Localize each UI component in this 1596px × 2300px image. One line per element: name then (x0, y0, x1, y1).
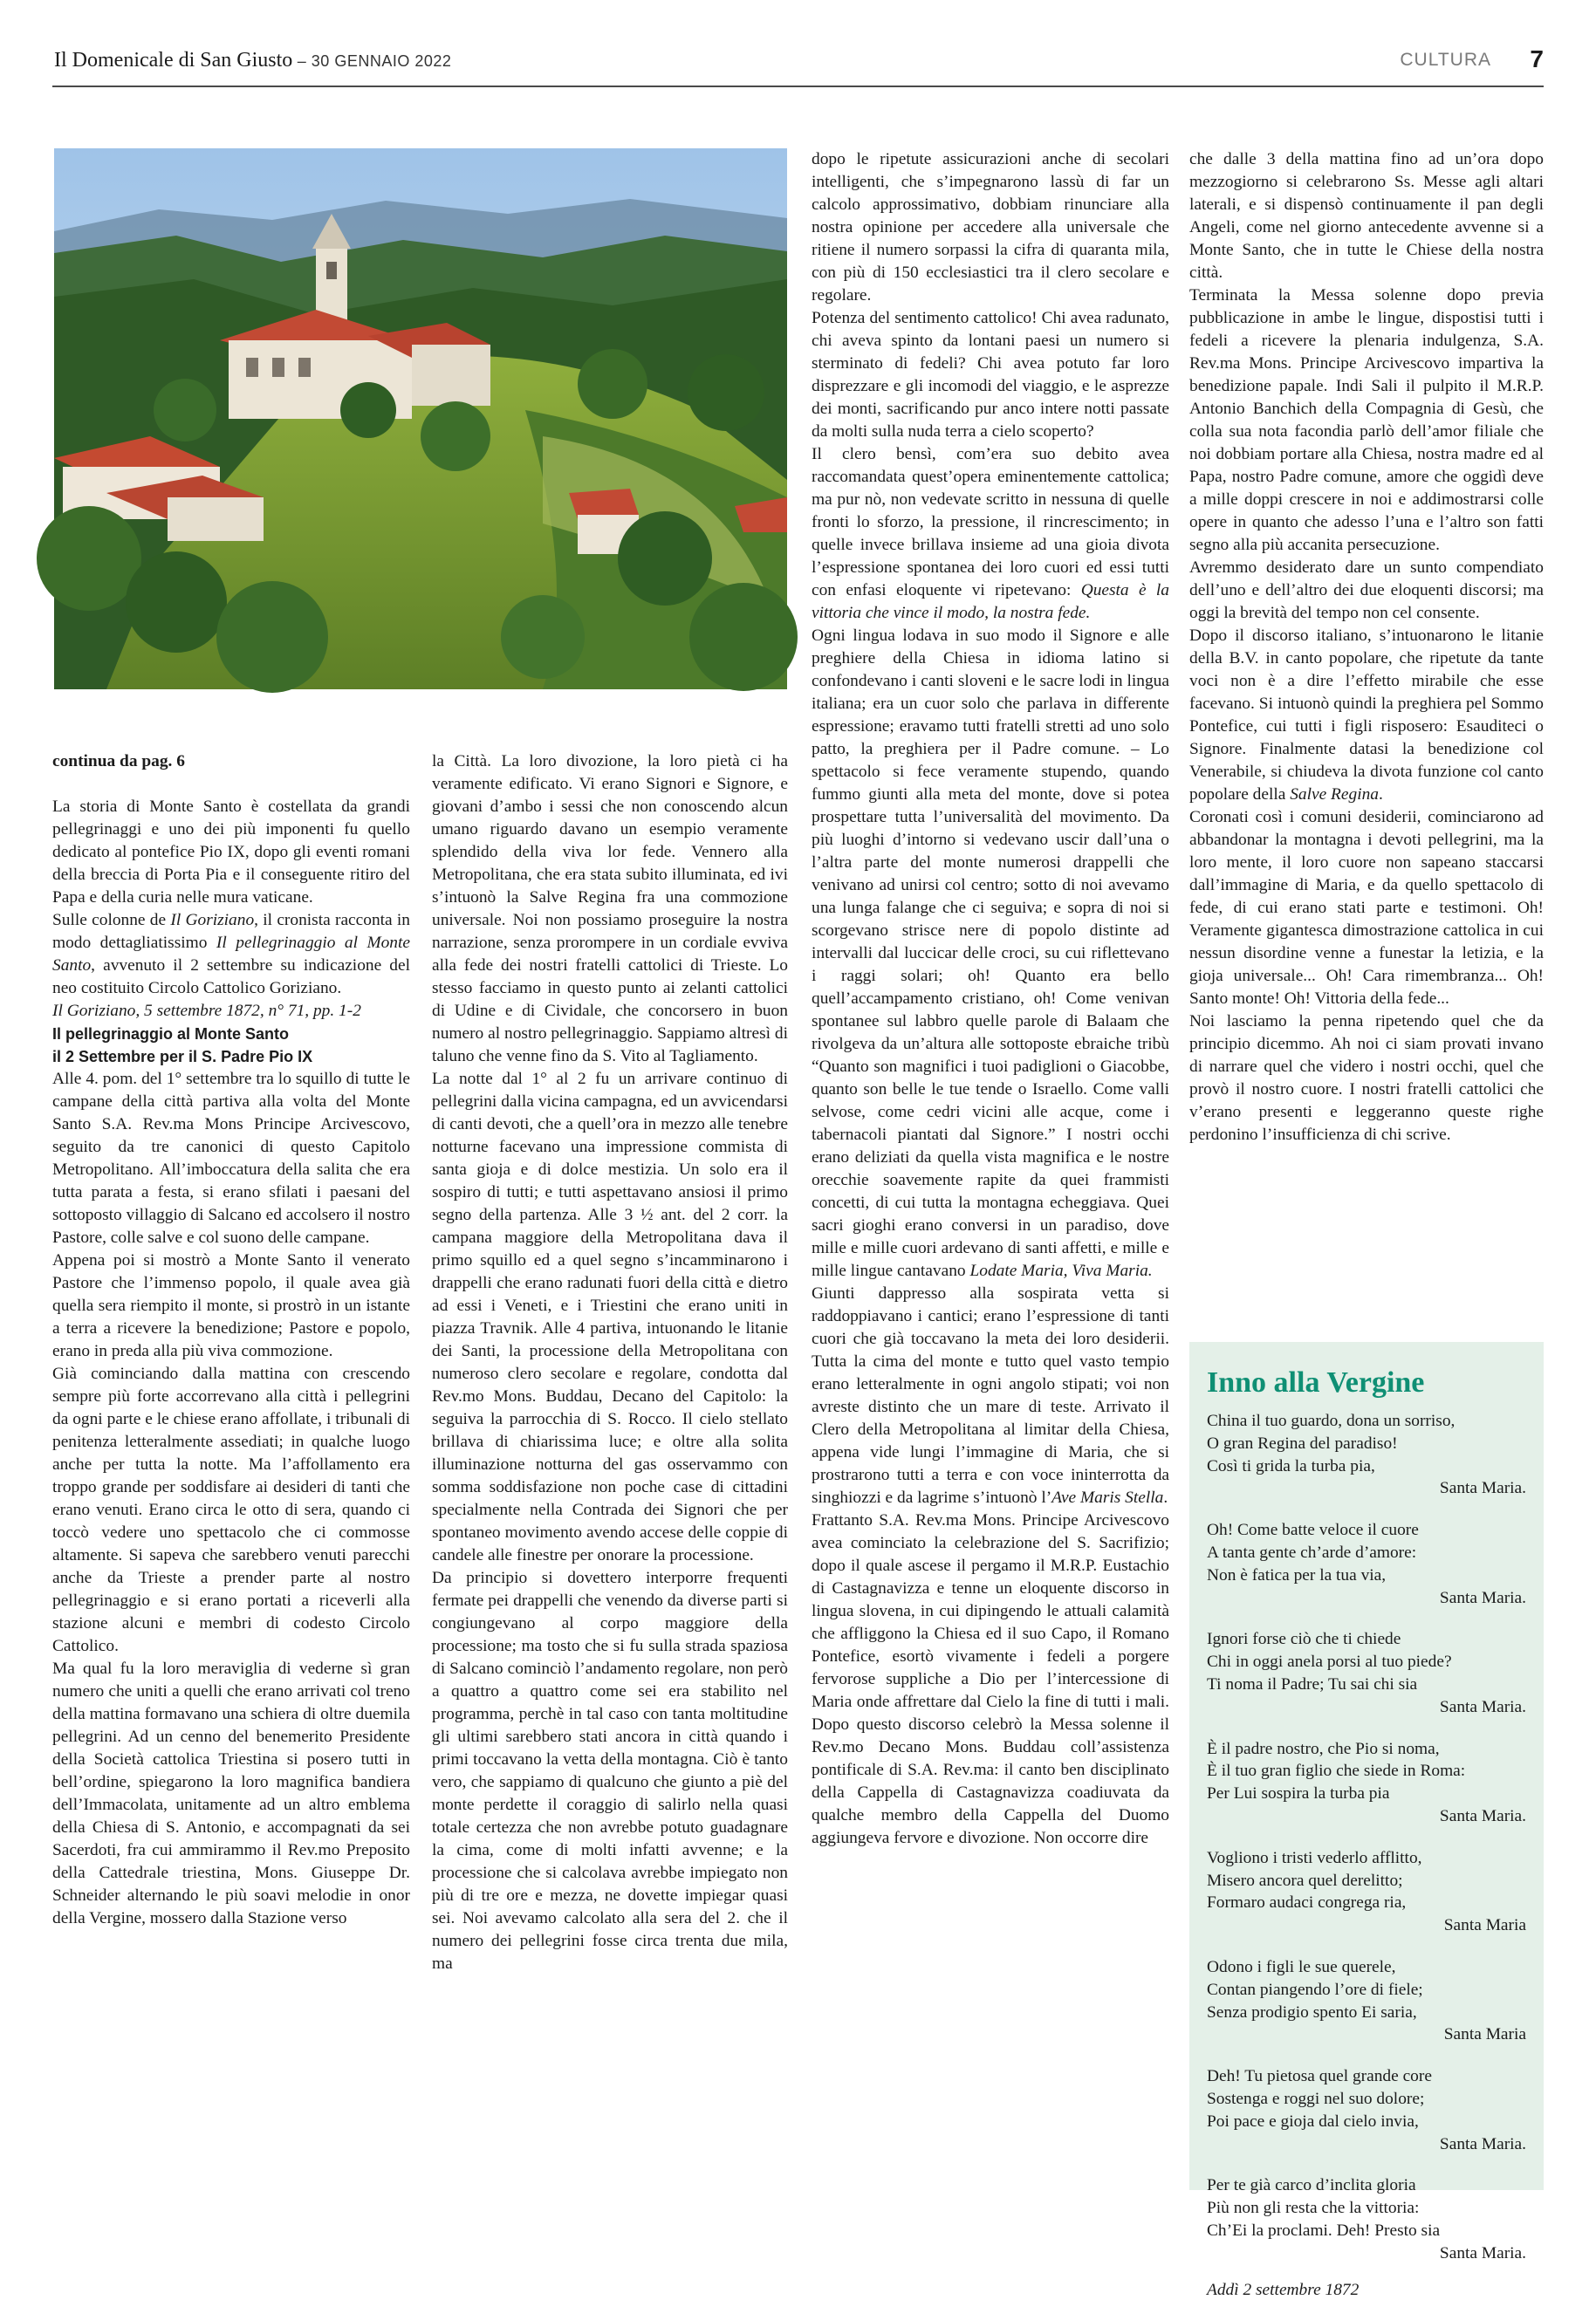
hymn-stanza (1207, 1628, 1528, 1718)
article-subtitle: il 2 Settembre per il S. Padre Pio IX (52, 1048, 313, 1065)
publication-name: Il Domenicale di San Giusto (54, 49, 293, 72)
body-paragraph: Già cominciando dalla mattina con crescendo sempre più forte accorrevano alla città i pellegrini da ogni parte e le chiese erano affollate, i tribunali di penitenza letteralmente assediati; in qualche luogo anche per tutta la notte. Ma l’affollamento era troppo grande per soddisfare ai desideri di tanti che erano venuti. Erano circa le otto di sera, quando ci toccò vedere uno spettacolo che ci commosse altamente. Si sapeva che sarebbero venuti parecchi anche da Trieste a prender parte al nostro pellegrinaggio e si erano portati a riceverli alla stazione alcuni e membri di codesto Circolo Cattolico. (52, 1365, 410, 1655)
text-run: Dopo il discorso italiano, s’intuonarono le litanie della B.V. in canto popolare, che ripetute da tante voci non è a dire l’effetto mirabile che esse facevano. Si intuonò quindi la preghiera pel Sommo Pontefice, cui tutti i figli risposero: Esauditeci o Signore. Finalmente datasi la benedizione col Venerabile, si chiudeva la divota funzione col canto popolare della (1189, 626, 1544, 804)
hymn-refrain: Santa Maria (1443, 1916, 1526, 1935)
intro-paragraph: La storia di Monte Santo è costellata da grandi pellegrinaggi e uno dei più imponenti fu quello dedicato al pontefice Pio IX, dopo gli eventi romani della breccia di Porta Pia e il conseguente ritiro del Papa e della curia nelle mura vaticane. (52, 797, 410, 907)
masthead (54, 49, 451, 72)
article-title-ref: Il pellegrinaggio al Monte Santo (52, 934, 410, 975)
source-citation: Il Goriziano, 5 settembre 1872, n° 71, pp. 1-2 (52, 1002, 361, 1020)
text-run: Giunti dappresso alla sospirata vetta si raddoppiavano i cantici; erano l’espressione di tanti cuori che già toccavano la meta dei loro desiderii. Tutta la cima del monte e tutto quel vasto tempio erano letteralmente in ogni angolo stipati; voi non avreste distinto che un mare di teste. Arrivato il Clero della Metropolitana al limitar della Chiesa, appena vide lungi l’immagine di Maria, che si prostrarono tutti a terra e con voce ininterrotta da singhiozzi e da lagrime s’intuonò l’ (812, 1284, 1169, 1507)
hymn-title: Inno alla Vergine (1207, 1366, 1425, 1399)
hymn-stanza (1207, 1956, 1528, 2046)
page-number: 7 (1530, 45, 1544, 72)
hymn-line: Così ti grida la turba pia, (1207, 1456, 1375, 1475)
hymn-stanza (1207, 1847, 1528, 1937)
hymn-stanza (1207, 1410, 1528, 1500)
body-paragraph: Avremmo desiderato dare un sunto compendiato dell’uno e dell’altro dei due eloquenti discorsi; ma oggi la brevità del tempo non cel consente. (1189, 558, 1544, 622)
intro-paragraph (52, 909, 410, 1000)
hymn-line: Poi pace e gioja dal cielo invia, (1207, 2112, 1419, 2131)
hymn-name-italic: Ave Maris Stella (1051, 1489, 1164, 1507)
hymn-stanza (1207, 1519, 1528, 1609)
column-4 (1189, 148, 1544, 1147)
hymn-line: È il padre nostro, che Pio si noma, (1207, 1739, 1440, 1758)
hymn-line: Odono i figli le sue querele, (1207, 1957, 1396, 1976)
quote-italic: Lodate Maria, Viva Maria. (969, 1262, 1153, 1280)
hymn-line: Senza prodigio spento Ei saria, (1207, 2002, 1417, 2022)
text-run: . (1378, 785, 1383, 804)
text-run: Sulle colonne de (52, 911, 171, 929)
hymn-line: China il tuo guardo, dona un sorriso, (1207, 1412, 1456, 1430)
body-paragraph: Coronati così i comuni desiderii, cominciarono ad abbandonar la montagna i devoti pellegrini, ma la loro mente, il loro cuore non sapeano staccarsi dall’immagine di Maria, e da quello spettacolo di fede, di cui erano stati parte e testimoni. Oh! Veramente gigantesca dimostrazione cattolica in cui nessun disordine venne a funestar la letizia, e la gioja universale... Oh! Cara rimembranza... Oh! Santo monte! Oh! Vittoria della fede... (1189, 808, 1544, 1008)
column-3 (812, 148, 1169, 1850)
newspaper-name: Il Goriziano (170, 911, 255, 929)
text-run: Ogni lingua lodava in suo modo il Signore e alle preghiere della Chiesa in idioma latino si confondevano i canti sloveni e le sacre lodi in lingua italiana; era un cuor solo che parlava in differente espressione; eravamo tutti fratelli stretti ad uno solo patto, la preghiera per il Padre comune. – Lo spettacolo si fece veramente stupendo, quando fummo giunti alla meta del monte, dove si potea prospettare tutta l’universalità del movimento. Da più luoghi d’intorno si vedevano uscir dall’una o l’altra parte del monte numerosi drappelli che venivano ad unirsi col centro; sotto di noi avevamo una lunga falange che ci seguiva; e sopra di noi si scorgevano strisce nere di popolo distinte ad intervalli dal luccicar delle croci, su cui riflettevano i raggi solari; oh! Quanto era bello quell’accampamento cristiano, oh! Come venivan spontanee sul labbro quelle parole di Balaam che rivolgeva da un’altura alle sottoposte ebraiche tribù “Quanto son magnifici i tuoi padiglioni o Giacobbe, quanto son belle le tue tende o Israello. Come valli selvose, come cedri vicini alle acque, come i tabernacoli piantati dal Signore.” I nostri occhi erano deliziati da quella vista magnifica e le nostre orecchie soavemente rapite da quei frammisti concetti, di cui tutta la montagna echeggiava. Quei sacri gioghi erano conversi in un paradiso, dove mille e mille cuori ardevano di santi affetti, e mille e mille lingue cantavano (812, 626, 1169, 1280)
hymn-refrain: Santa Maria. (1439, 1697, 1526, 1716)
body-paragraph: dopo le ripetute assicurazioni anche di secolari intelligenti, che s’impegnarono lassù di far un calcolo approssimativo, dobbiam rinunciare alla nostra opinione per accedere alla universale che ritiene il numero sorpassi la cifra di quaranta mila, con più di 150 ecclesiastici tra il clero secolare e regolare. (812, 150, 1169, 305)
body-paragraph: Da principio si dovettero interporre frequenti fermate pei drappelli che venendo da diverse parti si congiungevano al corpo maggiore della processione; ma tosto che si fu sulla strada spaziosa di Salcano cominciò l’andamento regolare, non però a quattro a quattro come sei era stabilito nel programma, perchè in tal caso con tanta moltitudine gli ultimi sarebbero stati ancora in città quando i primi toccavano la vetta della montagna. Ciò è tanto vero, che sappiamo di qualcuno che giunto a piè del monte perdette il coraggio di salirlo nella quasi totale certezza che non avrebbe potuto guadagnare la cima, come di molti infatti avvenne; e la processione che si calcolava avrebbe impiegato non più di tre ore e mezza, ne dovette impiegar quasi sei. Noi avevamo calcolato alla sera del 2. che il numero dei pellegrini fosse circa trenta due mila, ma (432, 1569, 788, 1973)
hymn-stanza (1207, 2174, 1528, 2264)
body-paragraph: Ma qual fu la loro meraviglia di vederne sì gran numero che uniti a quelli che erano arrivati col treno della mattina formavano una schiera di oltre duemila pellegrini. Ad un cenno del benemerito Presidente della Società cattolica Triestina si posero tutti in bell’ordine, spiegarono la loro magnifica bandiera dell’Immacolata, unitamente ad un altro emblema della Chiesa di S. Antonio, e accompagnati da sei Sacerdoti, fra cui ammirammo il Rev.mo Preposito della Cattedrale triestina, Mons. Giuseppe Dr. Schneider alternando le più soavi melodie in onor della Vergine, mossero dalla Stazione verso (52, 1660, 410, 1927)
hymn-date: Addì 2 settembre 1872 (1207, 2280, 1360, 2299)
hymn-line: Vogliono i tristi vederlo afflitto, (1207, 1848, 1422, 1867)
text-run: Il clero bensì, com’era suo debito avea raccomandata quest’opera eminentemente cattolica; ma pur nò, non vedevate scritto in nessuna di quelle fronti lo sforzo, la pressione, il rincrescimento; in quelle invece brillava insieme ad una gioia divota l’espressione spontanea dei loro cuori ed essi tutti con enfasi eloquente vi ripetevano: (812, 445, 1169, 599)
sanctuary-photo (54, 148, 787, 689)
hymn-line: È il tuo gran figlio che siede in Roma: (1207, 1762, 1466, 1781)
hymn-stanza (1207, 1738, 1528, 1828)
hymn-line: Deh! Tu pietosa quel grande core (1207, 2067, 1432, 2086)
body-paragraph (1189, 625, 1544, 806)
page-header (52, 44, 1544, 87)
text-run: . (1163, 1489, 1168, 1507)
body-paragraph: Frattanto S.A. Rev.ma Mons. Principe Arcivescovo avea cominciato la celebrazione del S. Sacrifizio; dopo il quale ascese il pergamo il M.R.P. Eustachio di Castagnavizza e tenne un eloquente discorso in lingua slovena, in cui dipingendo le attuali calamità che affliggono la Chiesa ed il suo Capo, il Romano Pontefice, esortò vivamente i fedeli a porgere fervorose suppliche a Dio per l’intercessione di Maria onde affrettare dal Cielo la fine di tutti i mali. Dopo questo discorso celebrò la Messa solenne il Rev.mo Decano Mons. Buddau coll’assistenza pontificale di S.A. Rev.ma: il canto ben disciplinato della Cappella di Castagnavizza coadiuvata da qualche membro della Cappella del Duomo aggiungeva fervore e divozione. Non occorre dire (812, 1511, 1169, 1847)
body-paragraph (812, 1283, 1169, 1509)
hymn-line: Ch’Ei la proclami. Deh! Presto sia (1207, 2221, 1441, 2240)
text-run: , il cronista racconta in modo dettagliatissimo (52, 911, 411, 952)
hymn-box (1189, 1342, 1544, 2299)
body-paragraph: La notte dal 1° al 2 fu un arrivare continuo di pellegrini dalla vicina campagna, ed un avvicendarsi di canti devoti, che a quell’ora in mezzo alle tenebre notturne facevano una impressione commista di santa gioja e di dolce mestizia. Un solo era il sospiro di tutti; e tutti aspettavano ansiosi il primo segno della partenza. Alle 3 ½ ant. del 2 corr. la campana maggiore della Metropolitana dava il primo squillo ed a quel segno s’incamminarono i drappelli che erano radunati fuori della città e dietro ad essi i Veneti, e i Triestini che erano uniti in piazza Travnik. Alle 4 partiva, intuonando le litanie dei Santi, la processione della Metropolitana con numeroso clero secolare e regolare, condotta dal Rev.mo Mons. Buddau, Decano del Capitolo: la seguiva la parrocchia di S. Rocco. Il cielo stellato brillava di chiarissima luce; e oltre alla solita illuminazione notturna del gas osservammo con somma soddisfazione non poche case di cittadini specialmente nella Contrada dei Signori che per spontaneo movimento avendo accese delle coppie di candele alle finestre per onorare la processione. (432, 1070, 788, 1564)
hymn-line: Oh! Come batte veloce il cuore (1207, 1521, 1419, 1540)
hymn-line: Ti noma il Padre; Tu sai chi sia (1207, 1674, 1418, 1694)
body-paragraph: Terminata la Messa solenne dopo previa pubblicazione in ambe le lingue, dispostisi tutti i fedeli a ricevere la plenaria indulgenza, S.A. Rev.ma Mons. Principe Arcivescovo impartiva la benedizione papale. Indi Sali il pulpito il M.R.P. Antonio Banchich della Compagnia di Gesù, che colla sua nota facondia parlò dell’amor filiale che noi dobbiam portare alla Chiesa, nostra madre ed al Papa, nostro Padre comune, amore che oggidì deve a mille doppi crescere in noi e addimostrarsi colle opere in quanto che adesso l’una e l’altro son fatti segno alla più accanita persecuzione. (1189, 286, 1544, 554)
hymn-refrain: Santa Maria. (1439, 1479, 1526, 1498)
hymn-refrain: Santa Maria. (1439, 2243, 1526, 2262)
hymn-line: Ignori forse ciò che ti chiede (1207, 1630, 1401, 1649)
hymn-line: A tanta gente ch’arde d’amore: (1207, 1543, 1417, 1562)
hymn-line: Misero ancora quel derelitto; (1207, 1871, 1403, 1890)
hymn-line: Sostenga e roggi nel suo dolore; (1207, 2089, 1425, 2108)
hymn-stanzas (1207, 1410, 1528, 2265)
article-title: Il pellegrinaggio al Monte Santo (52, 1025, 290, 1043)
body-paragraph (812, 625, 1169, 1283)
column-1 (52, 750, 410, 1930)
body-paragraph (812, 443, 1169, 625)
hymn-line: Chi in oggi anela porsi al tuo piede? (1207, 1653, 1452, 1672)
hymn-line: Più non gli resta che la vittoria: (1207, 2199, 1420, 2218)
body-paragraph: che dalle 3 della mattina fino ad un’ora dopo mezzogiorno si celebrarono Ss. Messe agli altari laterali, e si dispensò continuamente il pan degli Angeli, come nel giorno antecedente avvenne si a Monte Santo, che in tutte le Chiese della nostra città. (1189, 150, 1544, 282)
section-label: CULTURA (1400, 50, 1491, 70)
body-paragraph: Appena poi si mostrò a Monte Santo il venerato Pastore che l’immenso popolo, il quale avea già quella sera riempito il monte, si prostrò in un istante a terra a ricevere la benedizione; Pastore e popolo, erano in preda alla più viva commozione. (52, 1251, 410, 1360)
quote-italic: Questa è la vittoria che vince il modo, la nostra fede. (812, 581, 1169, 622)
hymn-refrain: Santa Maria. (1439, 2134, 1526, 2153)
continued-from-label: continua da pag. 6 (52, 752, 185, 770)
hymn-refrain: Santa Maria. (1439, 1588, 1526, 1607)
hymn-line: Per Lui sospira la turba pia (1207, 1784, 1390, 1804)
hymn-stanza (1207, 2065, 1528, 2155)
issue-date: 30 GENNAIO 2022 (311, 52, 452, 70)
body-paragraph: la Città. La loro divozione, la loro pietà ci ha veramente edificato. Vi erano Signori e Signore, e giovani d’ambo i sessi che non conoscendo alcun umano riguardo davano un esempio veramente splendido della viva lor fede. Vennero alla Metropolitana, che era stata subito illuminata, ed ivi s’intuonò la Salve Regina fra una commozione universale. Noi non possiamo proseguire la nostra narrazione, senza prorompere in un cordiale evviva alla fede dei nostri fratelli cattolici di Trieste. Lo stesso facciamo in questo punto ai zelanti cattolici di Udine e di Cividale, che concorsero in buon numero al nostro pellegrinaggio. Sappiamo altresì di taluno che venne fino da S. Vito al Tagliamento. (432, 752, 788, 1065)
hymn-line: Contan piangendo l’ore di fiele; (1207, 1980, 1423, 1999)
column-2 (432, 750, 788, 1975)
hymn-refrain: Santa Maria. (1439, 1806, 1526, 1825)
hymn-line: Formaro audaci congrega ria, (1207, 1893, 1407, 1913)
text-run: , avvenuto il 2 settembre su indicazione del neo costituito Circolo Cattolico Goriziano. (52, 956, 410, 997)
body-paragraph: Noi lasciamo la penna ripetendo quel che da principio dicemmo. Ah noi ci siam provati invano di narrare quel che videro i nostri occhi, quel che provò il nostro cuore. I nostri fratelli cattolici che v’erano presenti e leggeranno queste righe perdonino l’insufficienza di chi scrive. (1189, 1012, 1544, 1144)
body-paragraph: Potenza del sentimento cattolico! Chi avea radunato, chi aveva spinto da lontani paesi un numero si sterminato di fedeli? Chi avea potuto far loro disprezzare e gli incomodi del viaggio, e le asprezze dei monti, sacrificando pur anco intere notti passate da molti sulla nuda terra a cielo scoperto? (812, 309, 1169, 441)
hymn-name-italic: Salve Regina (1290, 785, 1379, 804)
body-paragraph: Alle 4. pom. del 1° settembre tra lo squillo di tutte le campane della città partiva alla volta del Monte Santo S.A. Rev.ma Mons Principe Arcivescovo, seguito da tre canonici di questo Capitolo Metropolitano. All’imboccatura della salita che era tutta parata a festa, si erano sfilati i paesani del sottoposto villaggio di Salcano ed accolsero il nostro Pastore, colle salve e col suono delle campane. (52, 1070, 410, 1247)
date-separator: – (292, 52, 312, 70)
hymn-line: Non è fatica per la tua via, (1207, 1565, 1387, 1585)
hymn-line: O gran Regina del paradiso! (1207, 1434, 1398, 1453)
hymn-refrain: Santa Maria (1443, 2025, 1526, 2044)
hymn-line: Per te già carco d’inclita gloria (1207, 2176, 1416, 2195)
